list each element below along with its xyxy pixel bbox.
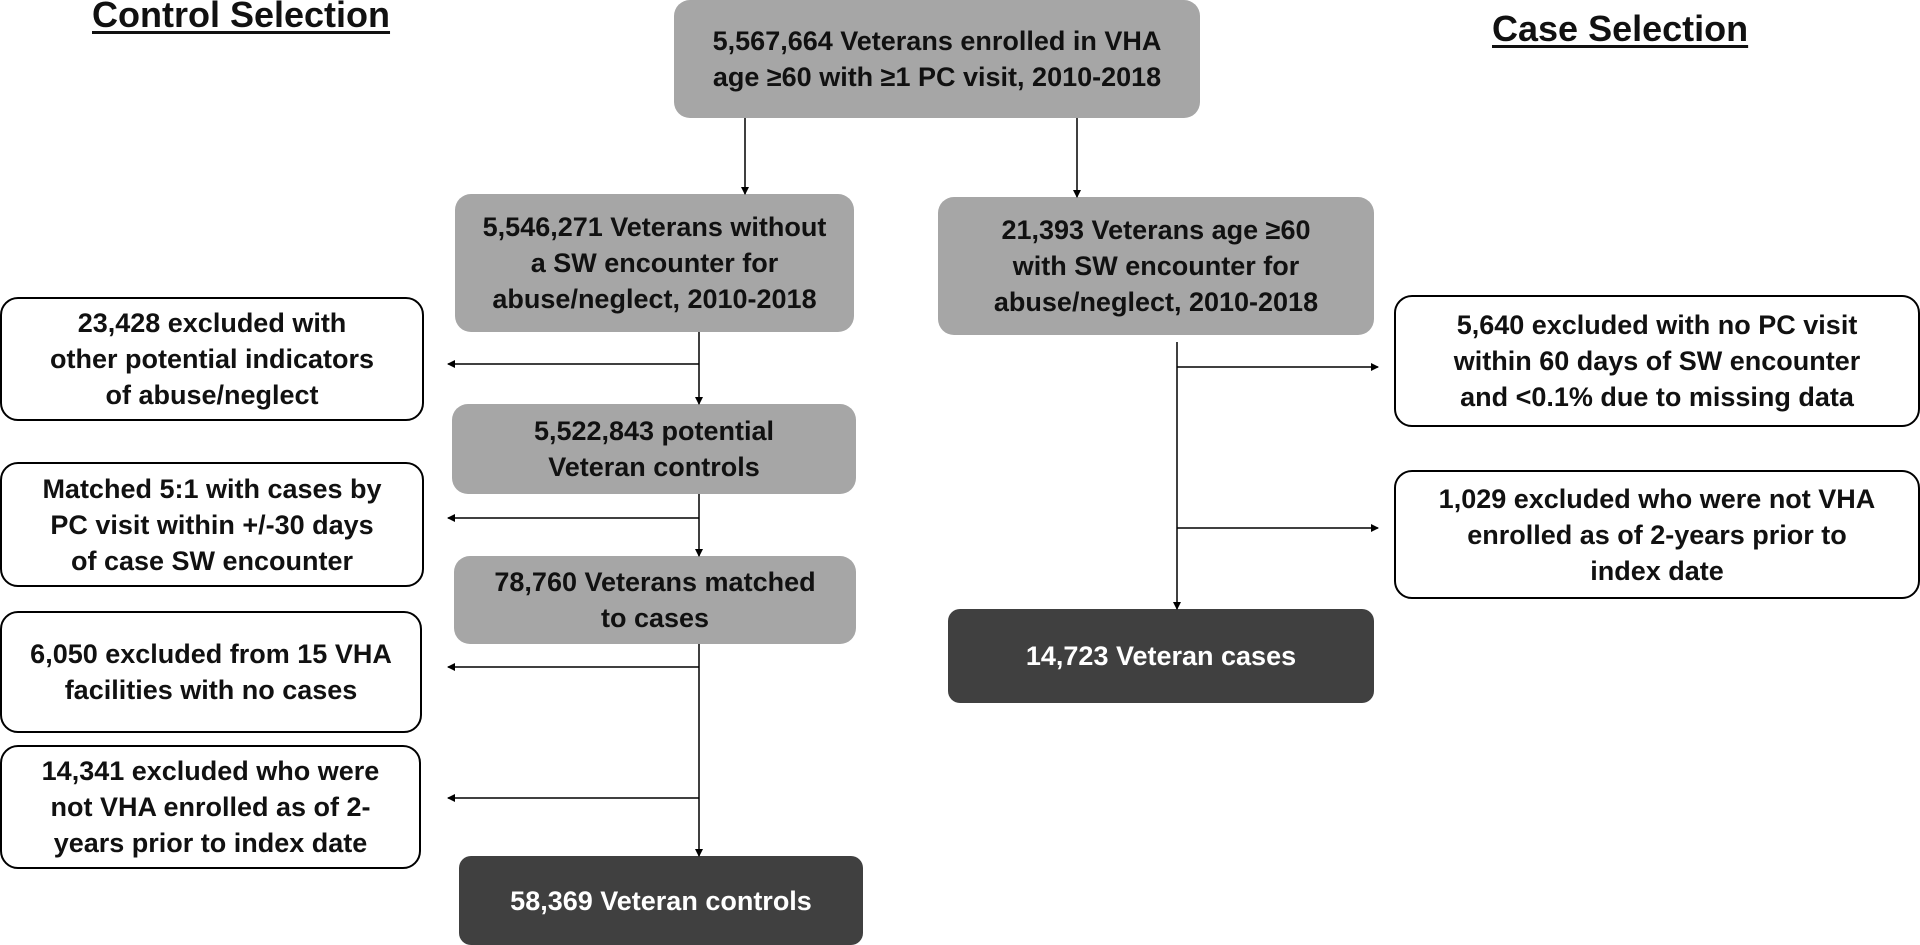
box-line: 23,428 excluded with: [77, 308, 347, 338]
box-line: not VHA enrolled as of 2-: [50, 792, 371, 822]
box-line: with SW encounter for: [1012, 251, 1300, 281]
box-line: years prior to index date: [53, 828, 368, 858]
control-selection-heading: Control Selection: [92, 0, 391, 35]
box-line: of case SW encounter: [70, 545, 354, 576]
box-line: index date: [1590, 555, 1724, 586]
box-line: 78,760 Veterans matched: [494, 567, 816, 597]
box-line: 14,341 excluded who were: [41, 756, 380, 786]
box-line: PC visit within +/-30 days: [50, 509, 374, 540]
box-line: abuse/neglect, 2010-2018: [993, 287, 1319, 317]
box-line: 6,050 excluded from 15 VHA: [30, 639, 392, 669]
box-line: 58,369 Veteran controls: [510, 885, 812, 916]
box-line: within 60 days of SW encounter: [1453, 346, 1861, 376]
box-line: 5,567,664 Veterans enrolled in VHA: [712, 26, 1162, 56]
box-line: facilities with no cases: [64, 675, 358, 705]
box-line: Matched 5:1 with cases by: [42, 473, 382, 504]
case-selection-heading: Case Selection: [1492, 8, 1749, 49]
box-line: a SW encounter for: [530, 248, 779, 278]
box-line: to cases: [600, 603, 710, 633]
box-line: abuse/neglect, 2010-2018: [492, 284, 817, 314]
box-line: 14,723 Veteran cases: [1025, 641, 1297, 671]
box-line: 1,029 excluded who were not VHA: [1438, 483, 1876, 514]
box-line: 5,546,271 Veterans without: [482, 212, 827, 242]
box-line: of abuse/neglect: [105, 380, 319, 410]
box-line: other potential indicators: [49, 344, 375, 374]
box-line: 5,522,843 potential: [533, 416, 775, 446]
box-line: 5,640 excluded with no PC visit: [1456, 310, 1858, 340]
box-line: age ≥60 with ≥1 PC visit, 2010-2018: [712, 62, 1162, 92]
box-line: enrolled as of 2-years prior to: [1467, 519, 1847, 550]
box-line: and <0.1% due to missing data: [1460, 382, 1854, 412]
box-line: 21,393 Veterans age ≥60: [1001, 215, 1311, 245]
box-line: Veteran controls: [548, 452, 760, 482]
